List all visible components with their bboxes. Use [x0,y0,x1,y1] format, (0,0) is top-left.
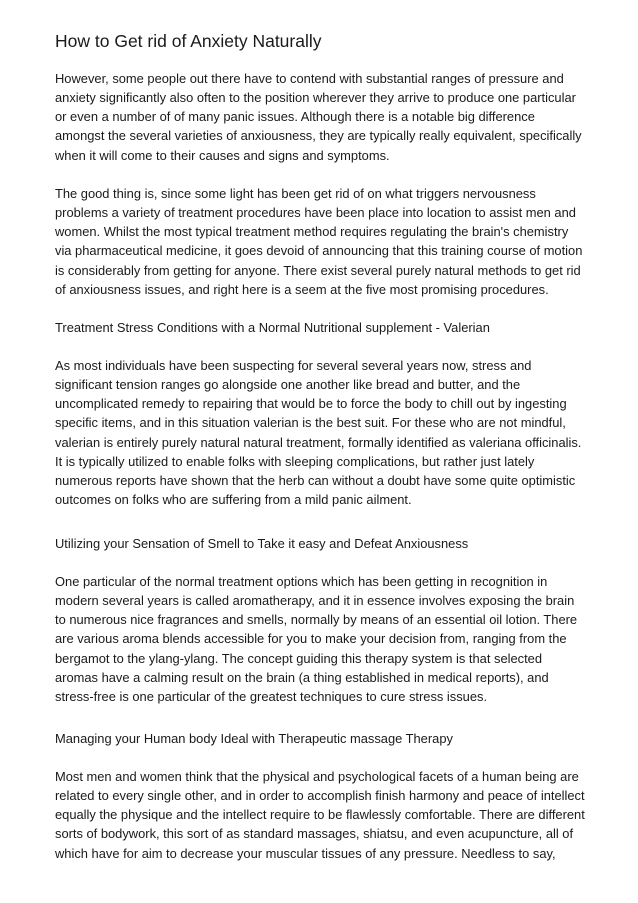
text-line: amongst the several varieties of anxiousness, they are typically really equivalent, specifically [55,128,582,144]
text-line: One particular of the normal treatment options which has been getting in recognition in [55,574,548,589]
text-line: or even a number of of many panic issues. Although there is a notable big difference [55,109,535,125]
text-line: The good thing is, since some light has been get rid of on what triggers nervousness [55,186,536,201]
text-line: of anxiousness issues, and right here is a seem at the five most promising procedures. [55,281,549,297]
text-line: numerous reports have shown that the herb can without a doubt have some quite optimistic [55,472,576,488]
text-line: via pharmaceutical medicine, it goes devoid of announcing that this training course of motion [55,243,583,259]
text-line: when it will come to their causes and signs and symptoms. [55,147,390,163]
text-line: women. Whilst the most typical treatment method requires regulating the brain's chemistry [55,224,569,240]
section-heading-valerian [55,318,490,337]
section-heading-massage [55,729,453,748]
section-heading-text: Managing your Human body Ideal with Therapeutic massage Therapy [55,731,453,746]
paragraph-good-thing [55,184,582,299]
text-line: stress-free is one particular of the greatest techniques to cure stress issues. [55,688,488,704]
text-line: related to every single other, and in order to accomplish finish harmony and peace of intellect [55,788,585,804]
text-line: anxiety significantly also often to the position wherever they arrive to produce one particular [55,90,576,106]
text-line: is considerably from getting for anyone. There exist several purely natural methods to get rid [55,262,581,278]
text-line: are various aroma blends accessible for you to make your decision from, ranging from the [55,631,567,647]
text-line: problems a variety of treatment procedures have been place into location to assist men and [55,205,576,221]
text-line: uncomplicated remedy to repairing that would be to force the body to chill out by ingesting [55,396,567,412]
document-title: How to Get rid of Anxiety Naturally [55,31,322,51]
paragraph-massage [55,767,585,863]
text-line: valerian is entirely purely natural natural treatment, formally identified as valeriana officinalis. [55,434,582,450]
text-line: It is typically utilized to enable folks with sleeping complications, but rather just lately [55,453,535,469]
paragraph-aromatherapy [55,572,577,706]
section-heading-smell [55,534,468,553]
text-line: modern several years is called aromatherapy, and it in essence involves exposing the brain [55,593,575,609]
text-line: significant tension ranges go alongside one another like bread and butter, and the [55,377,521,393]
text-line: outcomes on folks who are suffering from a mild panic ailment. [55,492,412,508]
text-line: aromas have a calming result on the brain (a thing established in medical reports), and [55,669,549,685]
text-line: As most individuals have been suspecting for several several years now, stress and [55,358,532,373]
text-line: specific items, and in this situation valerian is the best suit. For these who are not mindful, [55,415,566,431]
paragraph-valerian [55,356,581,509]
section-heading-text: Treatment Stress Conditions with a Normal Nutritional supplement - Valerian [55,320,490,335]
text-line: to numerous nice fragrances and smells, normally by means of an essential oil lotion. There [55,612,578,628]
text-line: Most men and women think that the physical and psychological facets of a human being are [55,769,579,784]
text-line: bergamot to the ylang-ylang. The concept guiding this therapy system is that selected [55,650,543,666]
section-heading-text: Utilizing your Sensation of Smell to Take it easy and Defeat Anxiousness [55,536,469,551]
text-line: sorts of bodywork, this sort of as standard massages, shiatsu, and even acupuncture, all of [55,826,574,842]
text-line: equally the physique and the intellect require to be flawlessly comfortable. There are different [55,807,585,823]
text-line: However, some people out there have to contend with substantial ranges of pressure and [55,71,564,86]
paragraph-intro [55,69,582,165]
text-line: which have for aim to decrease your muscular tissues of any pressure. Needless to say, [55,845,556,861]
